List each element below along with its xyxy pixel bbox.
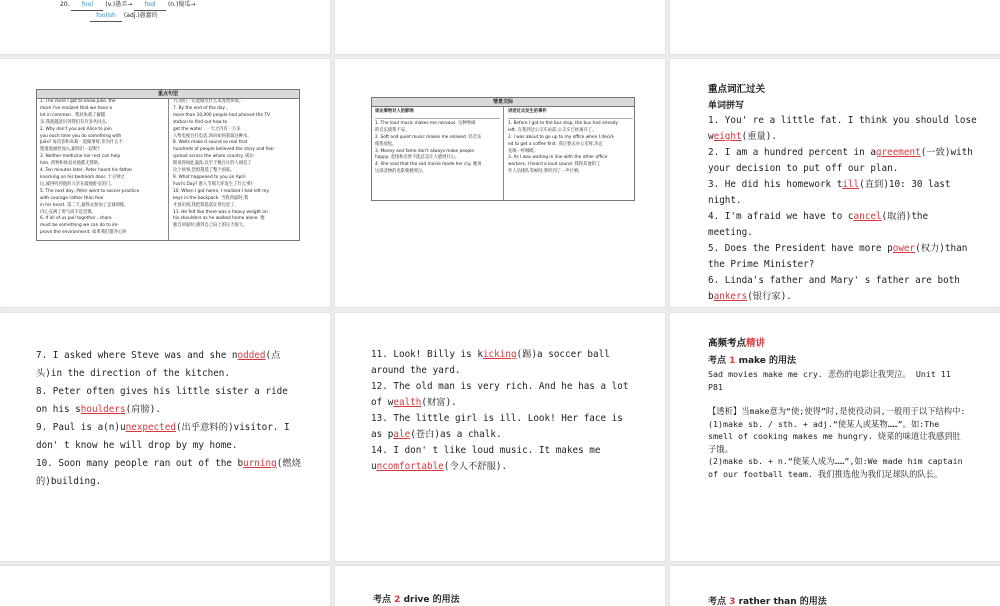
text-line: must be something we can do to im- [40,223,119,229]
text-line: 4. Ten minutes later, Peter heard his father [40,168,133,174]
point-heading: 考点 1 make 的用法 [708,356,796,366]
text-line: 独自回家时,感到自己肩上的压力很大。 [173,223,248,229]
text-line: 作人员排队等候时,我听到了一声巨响。 [508,169,583,175]
vocab-item: 9. Paul is a(n)unexpected(出乎意料的)visitor. I don' t know he will drop by my home. [36,422,290,451]
vocab-list [36,347,304,491]
text-line: 8. Wells make it sound so real that [173,140,248,146]
scene-right-column [505,107,636,198]
answer-word: odded [237,350,266,361]
answer-blank: foolish [90,11,122,22]
text-line: Julie? 每次你和朱莉一起做事时,你为什么不 [40,140,123,146]
vocab-item: 10. Soon many people ran out of the burning(燃烧的)building. [36,458,301,487]
text-line: 邀请爱丽丝加入,跟你们一起呢? [40,147,100,153]
text-line: workers, I heard a loud sound. 我和其他的工 [508,162,601,168]
text-line: more than 10,000 people had phoned the TV [173,112,270,118]
text-line: 内心充满了勇气而不是恐惧。 [40,209,96,215]
vocab-item: 13. The little girl is ill. Look! Her face is as pale(苍白)as a chalk. [371,413,623,440]
vocab-item: 4. I'm afraid we have to cancel(取消)the meeting. [708,211,929,238]
text-line: left. 在我到达公交车站前,公交车已经离开了。 [508,127,597,133]
vocab-item: 12. The old man is very rich. And he has a lot of wealth(财富). [371,381,629,408]
scene-left-head: 谈论事物对人的影响 [375,107,500,119]
answer-word: ancel [853,211,882,222]
answer-word: houlders [80,404,126,415]
vocab-item: 6. Linda's father and Mary' s father are both bankers(银行家). [708,275,960,302]
answer-word: ower [892,243,916,254]
text-line: him. 药物和休息对他都无帮助。 [40,161,103,167]
text-line: 力,我们一定能做点什么来改善环境。 [173,99,244,104]
vocab-item: 3. He did his homework till(直到)10: 30 last night. [708,179,951,206]
text-line: 后,彼得听到他的父亲在敲他卧室的门。 [40,181,115,187]
slide-scene-communication [335,59,665,307]
text-line: lot in common . 我对朱莉了解越 [40,112,106,118]
slide-high-frequency [670,313,1000,561]
text-line: knocking on his bedroom door. 十分钟之 [40,174,125,180]
text-line: 1. Before I got to the bus stop, the bus had already [508,120,619,126]
vocab-item: 14. I don' t like loud music. It makes me uncomfortable(令人不舒服). [371,445,601,472]
answer-word: ankers [713,291,748,302]
column-divider [503,107,504,200]
text-line: station to find out how to [173,119,228,125]
slide-bottom-middle [335,566,665,606]
highfreq-section [708,335,966,480]
analysis-text: 【透析】当make意为“使;使得”时,是使役动词,一般用于以下结构中: [708,406,966,416]
rule-2: (2)make sb. + n.“使某人成为……”,如:We made him captain of our football team. 我们推选他为我们足球队的队长。 [708,456,963,479]
section-subtitle: 单词拼写 [708,101,745,111]
text-line: get the water . 一天之内有一万多 [173,126,241,132]
section-title: 高频考点精讲 [708,338,766,349]
slide-vocab-3 [335,313,665,561]
answer-word: urning [243,458,277,469]
text-line: 4. She said that the sad movie made her cry. 她说 [375,162,482,168]
text-line: happy. 金钱和名誉不能总是让人感到开心。 [375,155,460,161]
vocab-list [371,347,639,475]
rule-1: (1)make sb. / sth. + adj.“使某人或某物……”。如:The smell of cooking makes me hungry. 烧菜的味道让我感到肚子饿。 [708,418,961,454]
answer-word: ale [393,429,411,440]
vocab-item: 1. You' re a little fat. I think you should lose weight(重量). [708,115,977,142]
text-line: prove the environment. 如果我们都齐心协 [40,230,127,236]
text-line: 这部悲惨的电影使她哭泣。 [375,169,427,175]
answer-word: eight [713,131,742,142]
sentence-box [36,89,300,241]
text-line: spread across the whole country. 威尔 [173,154,254,160]
answer-word: ncomfortable [376,461,444,472]
answer-word: ill [842,179,860,190]
slide-top-right [670,0,1000,54]
text-line: 11. He felt like there was a heavy weight on [173,209,268,215]
text-line: Fool's Day? 愚人节那天你发生了什么事? [173,181,253,187]
slide-vocab-2 [0,313,330,561]
slide-top-left [0,0,330,54]
answer-word: icking [482,349,517,360]
text-line: 5. The next day, Peter went to soccer practice [40,188,140,194]
text-line: 2. Soft and quiet music makes me relaxed. 轻音乐 [375,134,482,140]
text-line: you each time you do something with [40,133,122,139]
text-line: 1. The more I got to know Julie, the [40,99,116,104]
vocab-item: 5. Does the President have more power(权力)than the Prime Minister? [708,243,968,270]
vocab-item: 11. Look! Billy is kicking(踢)a soccer ball around the yard. [371,349,610,376]
text-line: 先喝一杯咖啡。 [508,148,539,154]
text-line: 的音乐使我不安。 [375,127,410,133]
text-line: 才意识到,我把钥匙落在背包里了。 [173,202,239,208]
example-sentence: Sad movies make me cry. 悲伤的电影让我哭泣。 Unit 11 P81 [708,369,951,392]
answer-blank: fool [71,0,103,11]
text-line: 使我放松。 [375,141,397,147]
text-line: 斯说得如此逼真,以至于数百计的人相信了 [173,161,252,167]
text-line: with courage rather than fear [40,195,104,201]
vocab-section [708,81,978,305]
text-line: 2. Why don't you ask Alice to join [40,126,112,132]
text-line: more I've realized that we have a [40,105,112,111]
slide-key-sentences [0,59,330,307]
scene-box-header: 情景交际 [372,98,634,107]
text-line: 3. As I was waiting in line with the other office [508,155,608,161]
text-line: 这个故事,恐惧蔓延了整个国家。 [173,168,235,174]
scene-right-head: 讲述过去发生的事件 [508,107,633,119]
text-line: 10. When I got home, I realized I had left my [173,188,269,194]
answer-word: ealth [393,397,422,408]
text-line: 多,我就越意识到我们有许多共同点。 [40,119,111,125]
word-family-item: 20. fool (v.)愚弄→ fool (n.)傻瓜→ foolish (adj.)愚蠢的 [60,0,195,22]
answer-blank: fool [134,0,166,11]
text-line: 6. If all of us pull together , share [40,216,112,222]
sentence-left-column [37,99,168,238]
scene-box [371,97,635,201]
text-line: in his heart. 第二天,彼得去参加了足球训练, [40,202,126,208]
slide-vocab-1 [670,59,1000,307]
answer-word: greement [875,147,921,158]
vocab-item: 2. I am a hundred percent in agreement(一致)with your decision to put off our plan. [708,147,973,174]
point-heading: 考点 3 rather than 的用法 [708,597,827,606]
answer-word: nexpected [125,422,176,433]
text-line: ed to get a coffee first. 我正要去办公室时,决定 [508,141,603,147]
slide-top-middle [335,0,665,54]
column-divider [168,99,169,240]
vocab-list [708,113,978,305]
sentence-box-header: 重点句型 [37,90,299,99]
text-line: 7. By the end of the day , [173,105,228,111]
vocab-item: 7. I asked where Steve was and she nodded(点头)in the direction of the kitchen. [36,350,281,379]
text-line: 3. Money and fame don't always make people [375,148,475,154]
text-line: hundreds of people believed the story and fear [173,147,275,153]
point-heading: 考点 2 drive 的用法 [373,595,460,605]
text-line: 9. What happened to you on April [173,174,246,180]
scene-left-column [372,107,503,198]
text-line: keys in the backpack. 当我到家时,我 [173,195,249,201]
sentence-right-column [170,99,301,238]
text-line: 1. The loud music makes me nervous. 这种吵闹 [375,120,476,126]
text-line: his shoulders as he walked home alone. 他 [173,216,265,222]
vocab-item: 8. Peter often gives his little sister a ride on his shoulders(肩膀). [36,386,288,415]
slide-bottom-left [0,566,330,606]
text-line: 3. Neither medicine nor rest can help [40,154,121,160]
slide-bottom-right [670,566,1000,606]
text-line: 2. I was about to go up to my office when I decid- [508,134,615,140]
section-title: 重点词汇过关 [708,84,766,95]
text-line: 人给电视台打电话,询问如何获取这种水。 [173,133,252,139]
